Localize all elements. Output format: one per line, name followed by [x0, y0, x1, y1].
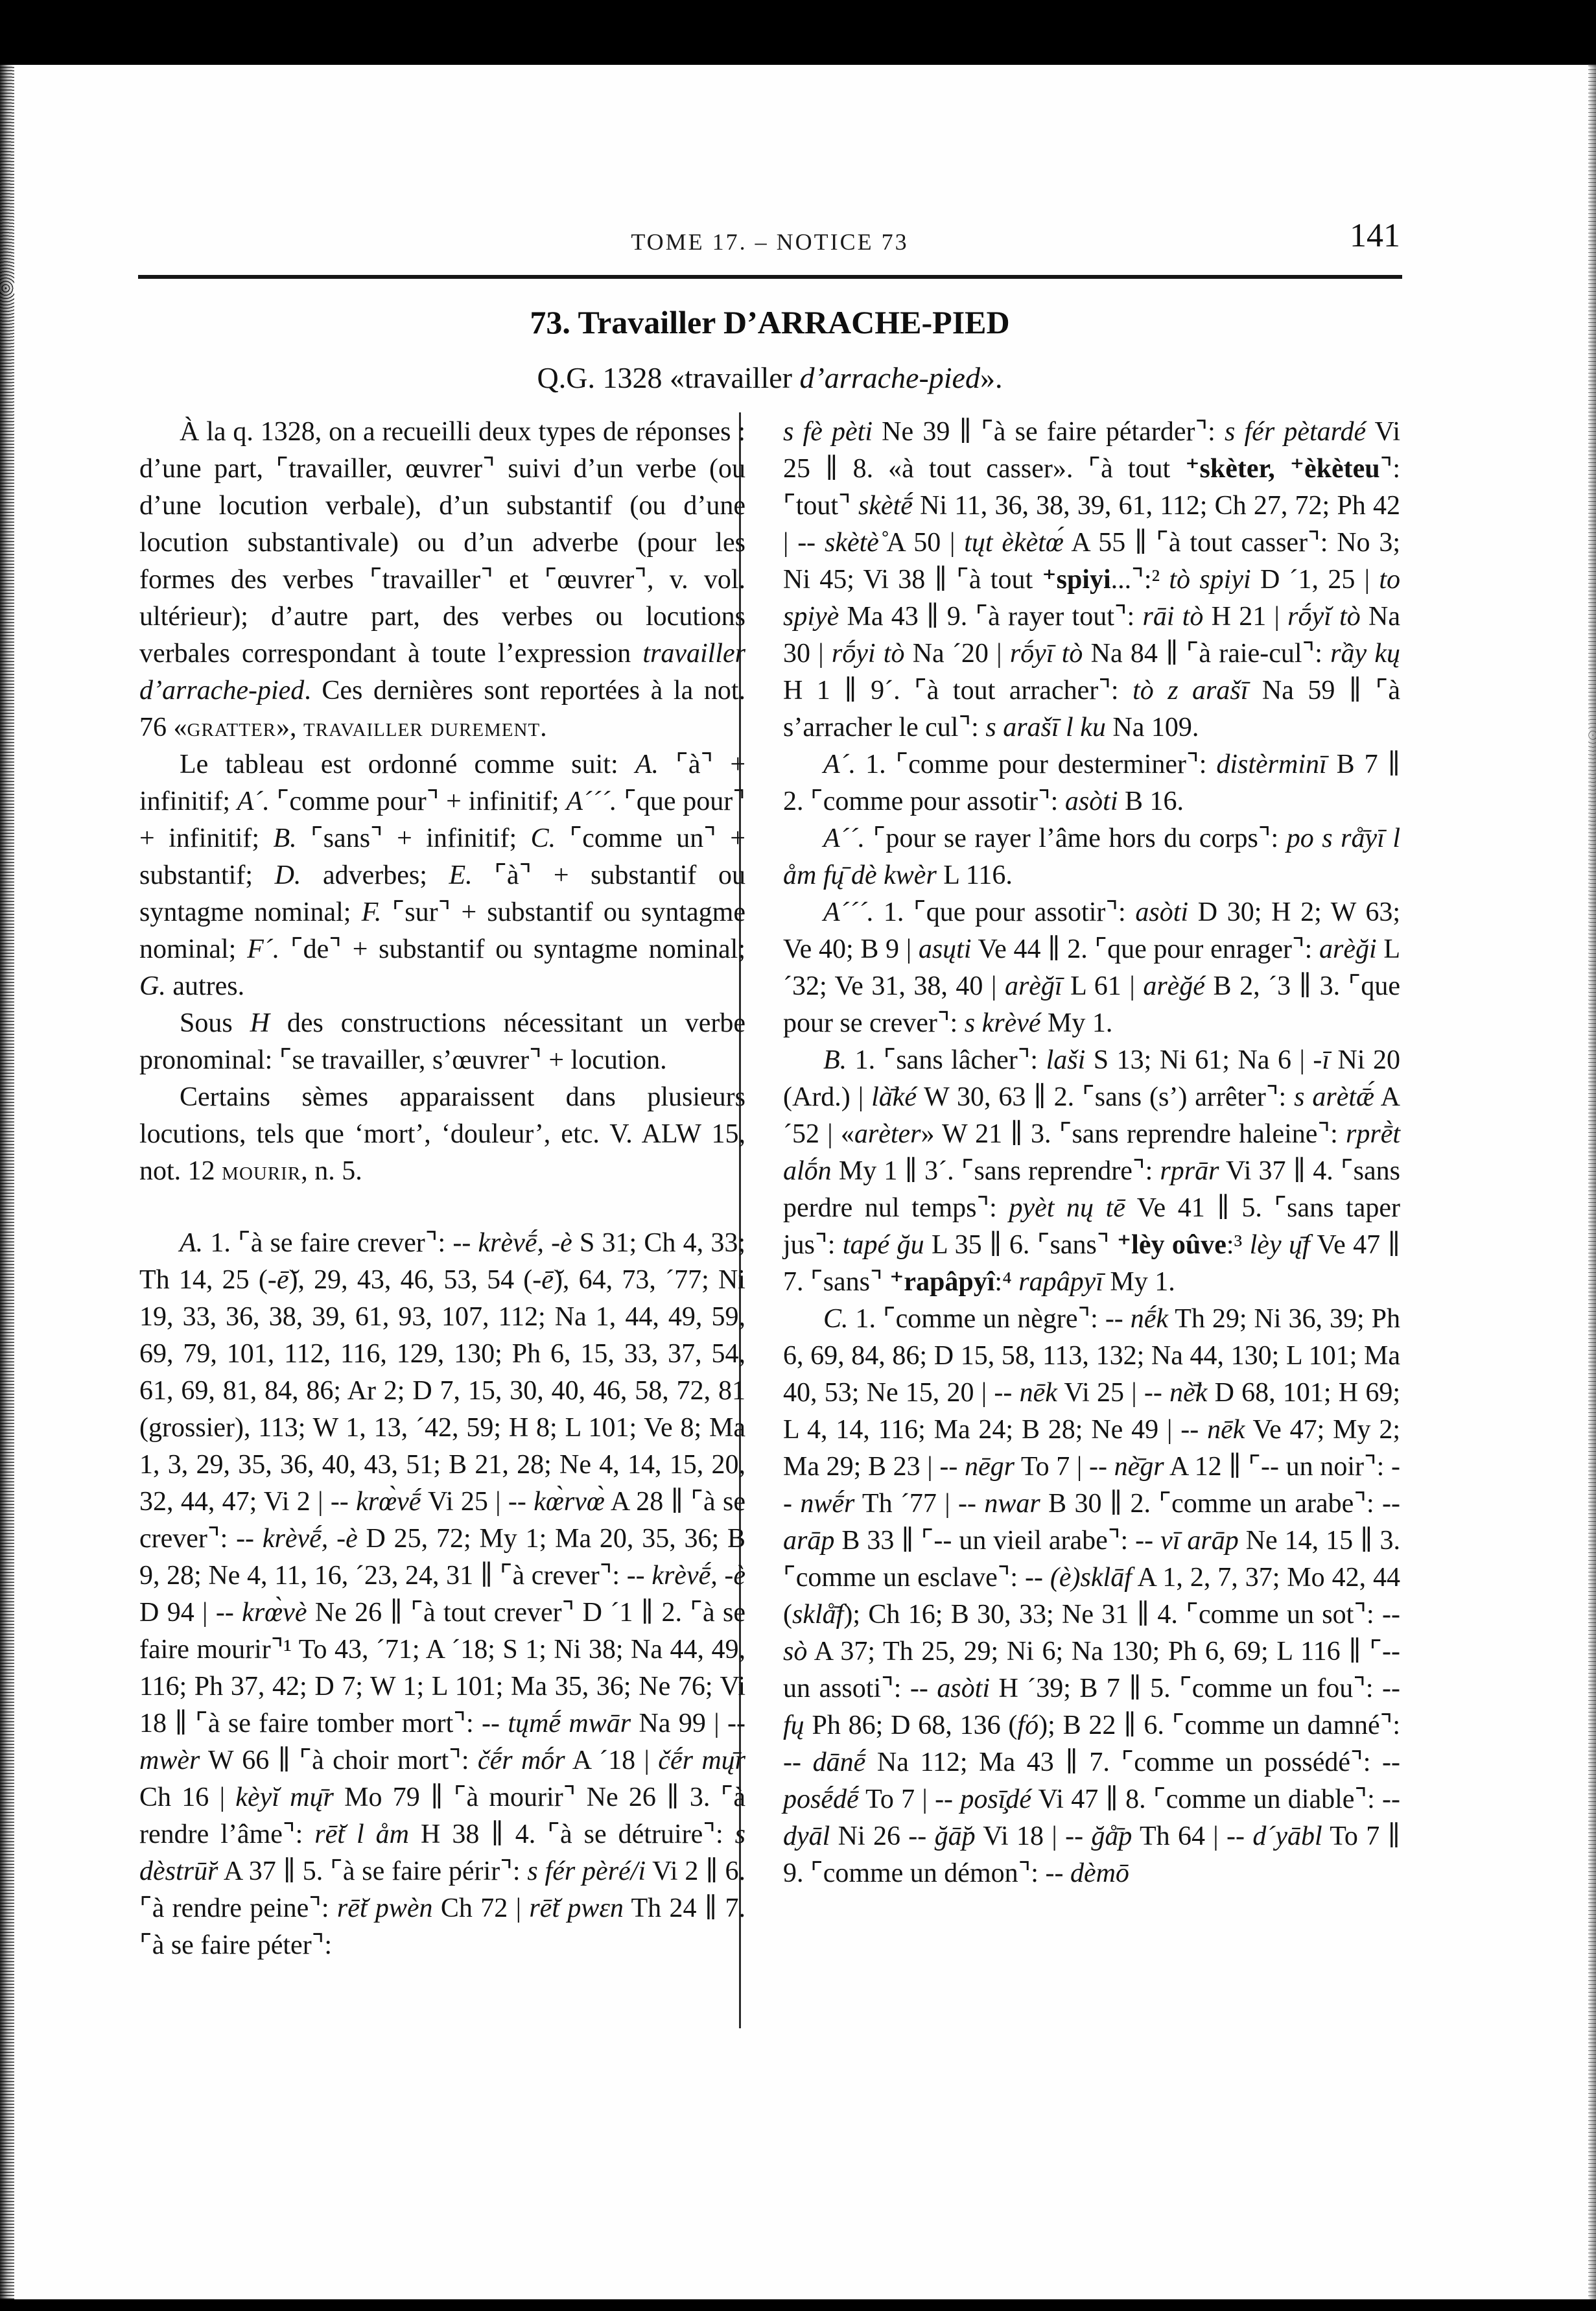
paragraph-section-c: C. 1. ⌜comme un nègre⌝: -- nḗk Th 29; Ni 36, 39; Ph 6, 69, 84, 86; D 15, 58, 113, 132; Na 44, 130; L 101; Ma 40, 53; Ne 15, 20 | -- nēk Vi 25 | -- nè̄k D 68, 101; H 69; L 4, 14, 116; Ma 24; B 28; Ne 49 | -- nēk Ve 47; My 2; Ma 29; B 23 | -- nēgr To 7 | -- nè̄gr A 12 ∥ ⌜-- un noir⌝: -- nwḗr Th ´77 | -- nwar B 30 ∥ 2. ⌜comme un arabe⌝: -- arāp B 33 ∥ ⌜-- un vieil arabe⌝: -- vī arāp Ne 14, 15 ∥ 3. ⌜comme un esclave⌝: -- (è)sklāf A 1, 2, 7, 37; Mo 42, 44 (sklå̄f); Ch 16; B 30, 33; Ne 31 ∥ 4. ⌜comme un sot⌝: -- sò A 37; Th 25, 29; Ni 6; Na 130; Ph 6, 69; L 116 ∥ ⌜-- un assoti⌝: -- asòti H ´39; B 7 ∥ 5. ⌜comme un fou⌝: -- fų Ph 86; D 68, 136 (fó); B 22 ∥ 6. ⌜comme un damné⌝: -- dānḗ Na 112; Ma 43 ∥ 7. ⌜comme un possédé⌝: -- posḗdḗ To 7 | -- posī̧dé Vi 47 ∥ 8. ⌜comme un diable⌝: -- dyāl Ni 26 -- ğā̆p Vi 18 | -- ğå̄p Th 64 | -- d´yābl To 7 ∥ 9. ⌜comme un démon⌝: -- dèmō — [783, 1304, 1401, 1888]
scan-edge-left — [0, 65, 14, 2299]
paragraph-section-a: A. 1. ⌜à se faire crever⌝: -- krèvḗ, -è S 31; Ch 4, 33; Th 14, 25 (-ē̆), 29, 43, 46, 53, 54 (-ē̆), 64, 73, ´77; Ni 19, 33, 36, 38, 39, 61, 93, 107, 112; Na 1, 44, 49, 59, 69, 79, 101, 112, 116, 129, 130; Ph 6, 15, 33, 37, 54, 61, 69, 81, 84, 86; Ar 2; D 7, 15, 30, 40, 46, 58, 72, 81 (grossier), 113; W 1, 13, ´42, 59; H 8; L 101; Ve 8; Ma 1, 3, 29, 35, 36, 40, 43, 51; B 21, 28; Ne 4, 14, 15, 20, 32, 44, 47; Vi 2 | -- krœ̀vḗ Vi 25 | -- kœ̀rvœ̀ A 28 ∥ ⌜à se crever⌝: -- krèvḗ, -è D 25, 72; My 1; Ma 20, 35, 36; B 9, 28; Ne 4, 11, 16, ´23, 24, 31 ∥ ⌜à crever⌝: -- krèvḗ, -è D 94 | -- krœ̀vè Ne 26 ∥ ⌜à tout crever⌝ D ´1 ∥ 2. ⌜à se faire mourir⌝¹ To 43, ´71; A ´18; S 1; Ni 38; Na 44, 49, 116; Ph 37, 42; D 7; W 1; L 101; Ma 35, 36; Ne 76; Vi 18 ∥ ⌜à se faire tomber mort⌝: -- tųmḗ mwār Na 99 | -- mwèr W 66 ∥ ⌜à choir mort⌝: čḗr mṓr A ´18 | čḗr mų̄r Ch 16 | kèyĭ mų̄r Mo 79 ∥ ⌜à mourir⌝ Ne 26 ∥ 3. ⌜à rendre l’âme⌝: rē̆t l åm H 38 ∥ 4. ⌜à se détruire⌝: s dèstrū̆r A 37 ∥ 5. ⌜à se faire périr⌝: s fér pèré/i Vi 2 ∥ 6. ⌜à rendre peine⌝: rē̆t pwèn Ch 72 | rē̆t pwεn Th 24 ∥ 7. ⌜à se faire péter⌝: — [139, 1228, 746, 1960]
paragraph: Sous H des constructions nécessitant un verbe pronominal: ⌜se travailler, s’œuvrer⌝ + locution. — [139, 1008, 746, 1075]
page-number: 141 — [1350, 217, 1400, 254]
paragraph-section-a3: A´´´. 1. ⌜que pour assotir⌝: asòti D 30; H 2; W 63; Ve 40; B 9 | asųti Ve 44 ∥ 2. ⌜que pour enrager⌝: arèği L ´32; Ve 31, 38, 40 | arèğī L 61 | arèğé B 2, ´3 ∥ 3. ⌜que pour se crever⌝: s krèvé My 1. — [783, 897, 1400, 1038]
paragraph-continuation: s fè pèti Ne 39 ∥ ⌜à se faire pétarder⌝: s fér pètardé Vi 25 ∥ 8. «à tout casser». ⌜à tout ⁺skèter, ⁺èkèteu⌝: ⌜tout⌝ skètḗ Ni 11, 36, 38, 39, 61, 112; Ch 27, 72; Ph 42 | -- skètè̊ A 50 | tųt èkètœ́ A 55 ∥ ⌜à tout casser⌝: No 3; Ni 45; Vi 38 ∥ ⌜à tout ⁺spiyi...⌝:² tò spiyi D ´1, 25 | to spiyè Ma 43 ∥ 9. ⌜à rayer tout⌝: rāi tò H 21 | rṓyĭ tò Na 30 | rṓyi tò Na ´20 | rṓyī tò Na 84 ∥ ⌜à raie-cul⌝: rầy kų H 1 ∥ 9´. ⌜à tout arracher⌝: tò z arašī Na 59 ∥ ⌜à s’arracher le cul⌝: s arašī l ku Na 109. — [783, 417, 1401, 742]
paragraph: À la q. 1328, on a recueilli deux types de réponses : d’une part, ⌜travailler, œuvrer⌝ suivi d’un verbe (ou d’une locution verbale), d’un substantif (ou d’une locution substantivale) ou d’un adverbe (pour les formes des verbes ⌜travailler⌝ et ⌜œuvrer⌝, v. vol. ultérieur); d’autre part, des verbes ou locutions verbales correspondant à toute l’expression travailler d’arrache-pied. Ces dernières sont reportées à la not. 76 «gratter», travailler durement. — [139, 417, 745, 742]
scan-edge-top — [0, 0, 1596, 65]
paragraph: Certains sèmes apparaissent dans plusieurs locutions, tels que ‘mort’, ‘douleur’, etc. V. ALW 15, not. 12 mourir, n. 5. — [139, 1082, 745, 1186]
running-header: TOME 17. – NOTICE 73 — [631, 229, 909, 255]
left-column — [139, 414, 745, 1964]
paragraph-section-b: B. 1. ⌜sans lâcher⌝: laši S 13; Ni 61; Na 6 | -ī Ni 20 (Ard.) | là̄ké W 30, 63 ∥ 2. ⌜sans (s’) arrêter⌝: s arètǣ́ A ´52 | «arèter» W 21 ∥ 3. ⌜sans reprendre haleine⌝: rprḕt alṓn My 1 ∥ 3´. ⌜sans reprendre⌝: rprār Vi 37 ∥ 4. ⌜sans perdre nul temps⌝: pyèt nų tē Ve 41 ∥ 5. ⌜sans taper jus⌝: tapé ğu L 35 ∥ 6. ⌜sans⌝ ⁺lèy oûve:³ lèy ų̄f Ve 47 ∥ 7. ⌜sans⌝ ⁺rapâpyî:⁴ rapâpyī My 1. — [783, 1045, 1401, 1297]
notice-title: 73. Travailler D’ARRACHE-PIED — [530, 304, 1010, 340]
paragraph-section-a2: A´´. ⌜pour se rayer l’âme hors du corps⌝: po s rå̄yī l åm fų̄ dè kwèr L 116. — [783, 824, 1401, 890]
header-rule — [138, 275, 1402, 279]
scan-edge-bottom — [0, 2299, 1596, 2311]
right-column — [783, 414, 1400, 1892]
paragraph: Le tableau est ordonné comme suit: A. ⌜à⌝ + infinitif; A´. ⌜comme pour⌝ + infinitif; A´´´. ⌜que pour⌝ + infinitif; B. ⌜sans⌝ + infinitif; C. ⌜comme un⌝ + substantif; D. adverbes; E. ⌜à⌝ + substantif ou syntagme nominal; F. ⌜sur⌝ + substantif ou syntagme nominal; F´. ⌜de⌝ + substantif ou syntagme nominal; G. autres. — [139, 750, 745, 1001]
notice-subtitle: Q.G. 1328 «travailler d’arrache-pied». — [537, 361, 1003, 394]
paragraph-section-a1: A´. 1. ⌜comme pour desterminer⌝: distèrminī B 7 ∥ 2. ⌜comme pour assotir⌝: asòti B 16. — [783, 750, 1400, 816]
scan-edge-right — [1588, 65, 1596, 2299]
